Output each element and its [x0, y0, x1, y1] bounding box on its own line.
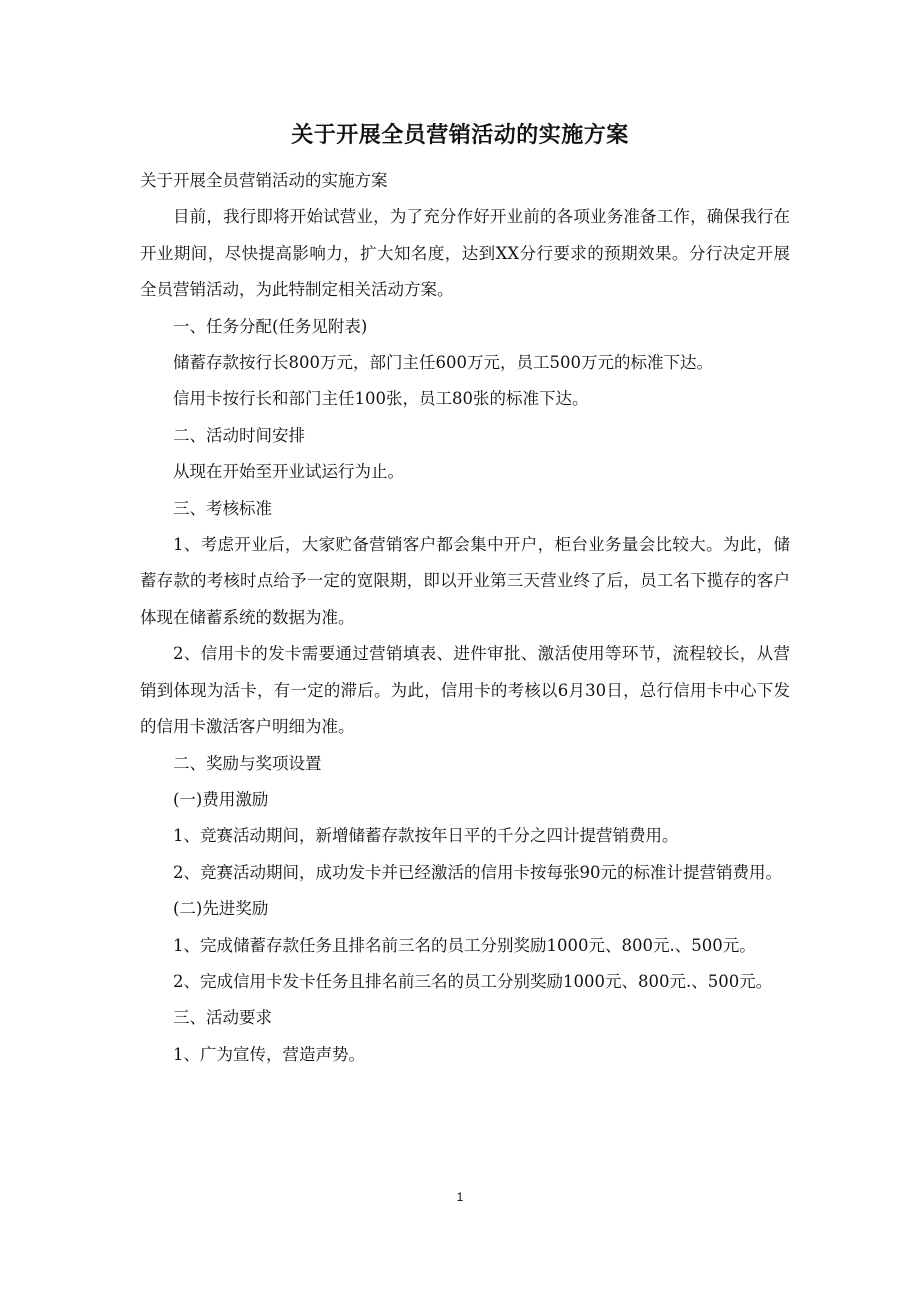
paragraph: 2、竞赛活动期间，成功发卡并已经激活的信用卡按每张90元的标准计提营销费用。 [173, 862, 782, 882]
paragraph: 关于开展全员营销活动的实施方案 [140, 171, 388, 190]
paragraph: 三、考核标准 [173, 498, 272, 518]
paragraph: 信用卡按行长和部门主任100张，员工80张的标准下达。 [173, 389, 589, 409]
paragraph: (一)费用激励 [173, 789, 269, 809]
paragraph: 1、广为宣传，营造声势。 [173, 1044, 365, 1064]
paragraph: 储蓄存款按行长800万元，部门主任600万元，员工500万元的标准下达。 [173, 353, 713, 373]
paragraph: 目前，我行即将开始试营业，为了充分作好开业前的各项业务准备工作，确保我行在开业期间，尽快提高影响力，扩大知名度，达到XX分行要求的预期效果。分行决定开展全员营销活动，为此特制定相关活动方案。 [140, 207, 790, 300]
paragraph: 二、活动时间安排 [173, 425, 305, 445]
paragraph: 从现在开始至开业试运行为止。 [173, 462, 404, 482]
paragraph: 2、完成信用卡发卡任务且排名前三名的员工分别奖励1000元、800元.、500元。 [173, 971, 773, 991]
paragraph: 1、考虑开业后，大家贮备营销客户都会集中开户，柜台业务量会比较大。为此，储蓄存款的考核时点给予一定的宽限期，即以开业第三天营业终了后，员工名下揽存的客户体现在储蓄系统的数据为准。 [140, 535, 790, 627]
document-title: 关于开展全员营销活动的实施方案 [291, 122, 629, 148]
document-body [140, 163, 790, 1073]
paragraph: 二、奖励与奖项设置 [173, 753, 322, 773]
paragraph: 一、任务分配(任务见附表) [173, 316, 368, 336]
paragraph: 2、信用卡的发卡需要通过营销填表、进件审批、激活使用等环节，流程较长，从营销到体现为活卡，有一定的滞后。为此，信用卡的考核以6月30日，总行信用卡中心下发的信用卡激活客户明细为准。 [140, 644, 790, 737]
paragraph: 1、竞赛活动期间，新增储蓄存款按年日平的千分之四计提营销费用。 [173, 826, 679, 846]
paragraph: 1、完成储蓄存款任务且排名前三名的员工分别奖励1000元、800元.、500元。 [173, 935, 756, 955]
paragraph: 三、活动要求 [173, 1008, 272, 1028]
page-number: 1 [456, 1190, 464, 1204]
paragraph: (二)先进奖励 [173, 899, 269, 919]
